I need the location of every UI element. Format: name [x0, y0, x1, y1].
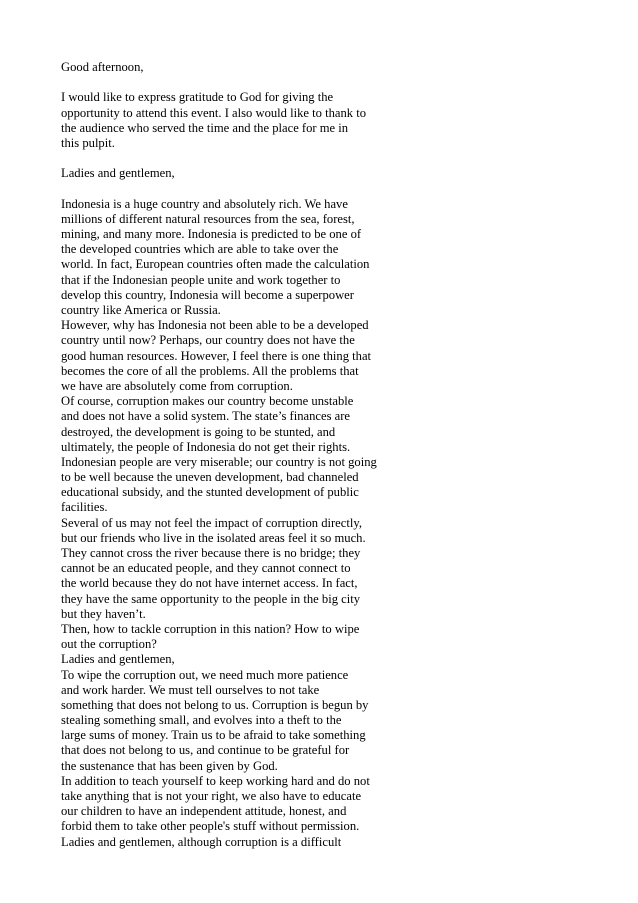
text-line: ultimately, the people of Indonesia do not get their rights.	[61, 439, 351, 454]
text-line: stealing something small, and evolves into a theft to the	[61, 713, 342, 728]
text-line: To wipe the corruption out, we need much more patience	[61, 667, 349, 682]
text-line: millions of different natural resources from the sea, forest,	[61, 211, 355, 226]
text-line: but they haven’t.	[61, 606, 146, 621]
text-line: we have are absolutely come from corruption.	[61, 378, 293, 393]
text-line: country like America or Russia.	[61, 303, 221, 317]
text-line: something that does not belong to us. Corruption is begun by	[61, 697, 369, 712]
text-line: Good afternoon,	[61, 60, 144, 74]
text-line: good human resources. However, I feel there is one thing that	[61, 348, 372, 363]
text-line: develop this country, Indonesia will become a superpower	[61, 287, 354, 302]
text-line: the world because they do not have internet access. In fact,	[61, 576, 358, 591]
text-line: Then, how to tackle corruption in this nation? How to wipe	[61, 621, 360, 636]
text-line: Of course, corruption makes our country become unstable	[61, 394, 354, 409]
paragraph-gap	[61, 75, 391, 90]
text-line: forbid them to take other people's stuff without permission.	[61, 819, 360, 834]
paragraph-gap	[61, 182, 391, 197]
text-line: but our friends who live in the isolated areas feel it so much.	[61, 530, 366, 545]
text-line: large sums of money. Train us to be afraid to take something	[61, 728, 366, 743]
text-line: Ladies and gentlemen, although corruption is a difficult	[61, 834, 342, 849]
text-line: Indonesian people are very miserable; our country is not going	[61, 454, 377, 469]
text-line: destroyed, the development is going to be stunted, and	[61, 424, 336, 439]
text-line: and work harder. We must tell ourselves to not take	[61, 682, 320, 697]
text-line: Ladies and gentlemen,	[61, 652, 175, 667]
text-line: country until now? Perhaps, our country does not have the	[61, 333, 355, 348]
text-line: becomes the core of all the problems. All the problems that	[61, 363, 359, 378]
text-line: cannot be an educated people, and they cannot connect to	[61, 561, 351, 576]
speech-text-body	[61, 60, 391, 850]
text-line: that does not belong to us, and continue to be grateful for	[61, 743, 350, 758]
text-line: I would like to express gratitude to God for giving the	[61, 90, 334, 105]
text-line: Indonesia is a huge country and absolutely rich. We have	[61, 196, 348, 211]
text-line: out the corruption?	[61, 637, 157, 652]
text-line: mining, and many more. Indonesia is predicted to be one of	[61, 227, 362, 242]
text-line: that if the Indonesian people unite and work together to	[61, 272, 341, 287]
text-line: However, why has Indonesia not been able to be a developed	[61, 318, 369, 333]
text-line: and does not have a solid system. The state’s finances are	[61, 409, 350, 424]
text-line: they have the same opportunity to the people in the big city	[61, 591, 361, 606]
text-line: Several of us may not feel the impact of corruption directly,	[61, 515, 362, 530]
text-line: Ladies and gentlemen,	[61, 166, 175, 181]
text-line: the developed countries which are able to take over the	[61, 242, 339, 257]
text-line: educational subsidy, and the stunted development of public	[61, 485, 359, 500]
text-line: world. In fact, European countries often made the calculation	[61, 257, 370, 272]
text-line: to be well because the uneven development, bad channeled	[61, 470, 359, 485]
text-line: opportunity to attend this event. I also would like to thank to	[61, 105, 367, 120]
text-line: this pulpit.	[61, 135, 115, 150]
text-line: the audience who served the time and the place for me in	[61, 120, 349, 135]
paragraph-gap	[61, 151, 391, 166]
text-line: our children to have an independent attitude, honest, and	[61, 804, 347, 819]
text-line: facilities.	[61, 500, 108, 515]
text-line: In addition to teach yourself to keep working hard and do not	[61, 773, 370, 788]
text-line: take anything that is not your right, we also have to educate	[61, 789, 362, 803]
text-line: the sustenance that has been given by God.	[61, 758, 278, 773]
text-line: They cannot cross the river because there is no bridge; they	[61, 546, 361, 560]
